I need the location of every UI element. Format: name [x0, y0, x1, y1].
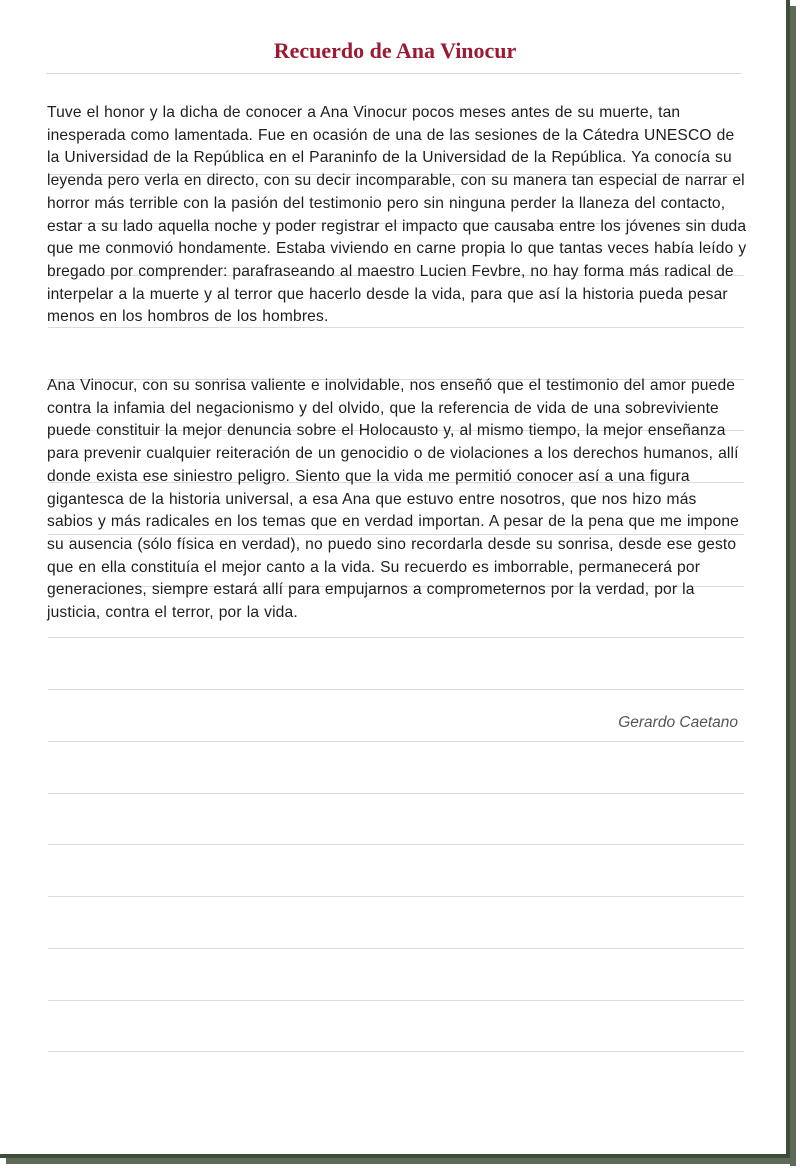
page-shadow-right [790, 6, 796, 1166]
ruled-line [48, 1051, 744, 1052]
ruled-line [48, 896, 744, 897]
page-shadow-bottom [6, 1158, 796, 1164]
ruled-line [48, 844, 744, 845]
ruled-line [48, 1000, 744, 1001]
ruled-line [48, 948, 744, 949]
ruled-line [48, 689, 744, 690]
ruled-line [48, 637, 744, 638]
page-title: Recuerdo de Ana Vinocur [273, 38, 517, 63]
ruled-line [48, 793, 744, 794]
body-paragraph-1: Tuve el honor y la dicha de conocer a Ana Vinocur pocos meses antes de su muerte, tan inesperada como lamentada. Fue en ocasión de una de las sesiones de la Cátedra UNESCO de la Universidad de la República en el Paraninfo de la Universidad de la República. Ya conocía su leyenda pero verla en directo, con su decir incomparable, con su manera tan especial de narrar el horror más terrible con la pasión del testimonio pero sin ninguna perder la llaneza del contacto, estar a su lado aquella noche y poder registrar el impacto que causaba entre los jóvenes sin duda que me conmovió hondamente. Estaba viviendo en carne propia lo que tantas veces había leído y bregado por comprender: parafraseando al maestro Lucien Fevbre, no hay forma más radical de interpelar a la muerte y al terror que hacerlo desde la vida, para que así la historia pueda pesar menos en los hombros de los hombres. [47, 104, 747, 326]
ruled-line [48, 741, 744, 742]
author-signature: Gerardo Caetano [618, 714, 738, 731]
body-paragraph-2: Ana Vinocur, con su sonrisa valiente e inolvidable, nos enseñó que el testimonio del amor puede contra la infamia del negacionismo y del olvido, que la referencia de vida de una sobreviviente puede constituir la mejor denuncia sobre el Holocausto y, al mismo tiempo, la mejor enseñanza para prevenir cualquier reiteración de un genocidio o de violaciones a los derechos humanos, allí donde exista ese siniestro peligro. Siento que la vida me permitió conocer así a una figura gigantesca de la historia universal, a esa Ana que estuvo entre nosotros, que nos hizo más sabios y más radicales en los temas que en verdad importan. A pesar de la pena que me impone su ausencia (sólo física en verdad), no puedo sino recordarla desde su sonrisa, desde ese gesto que en ella constituía el mejor canto a la vida. Su recuerdo es imborrable, permanecerá por generaciones, siempre estará allí para empujarnos a comprometernos por la verdad, por la justicia, contra el terror, por la vida. [47, 377, 739, 622]
title-divider [46, 73, 741, 74]
